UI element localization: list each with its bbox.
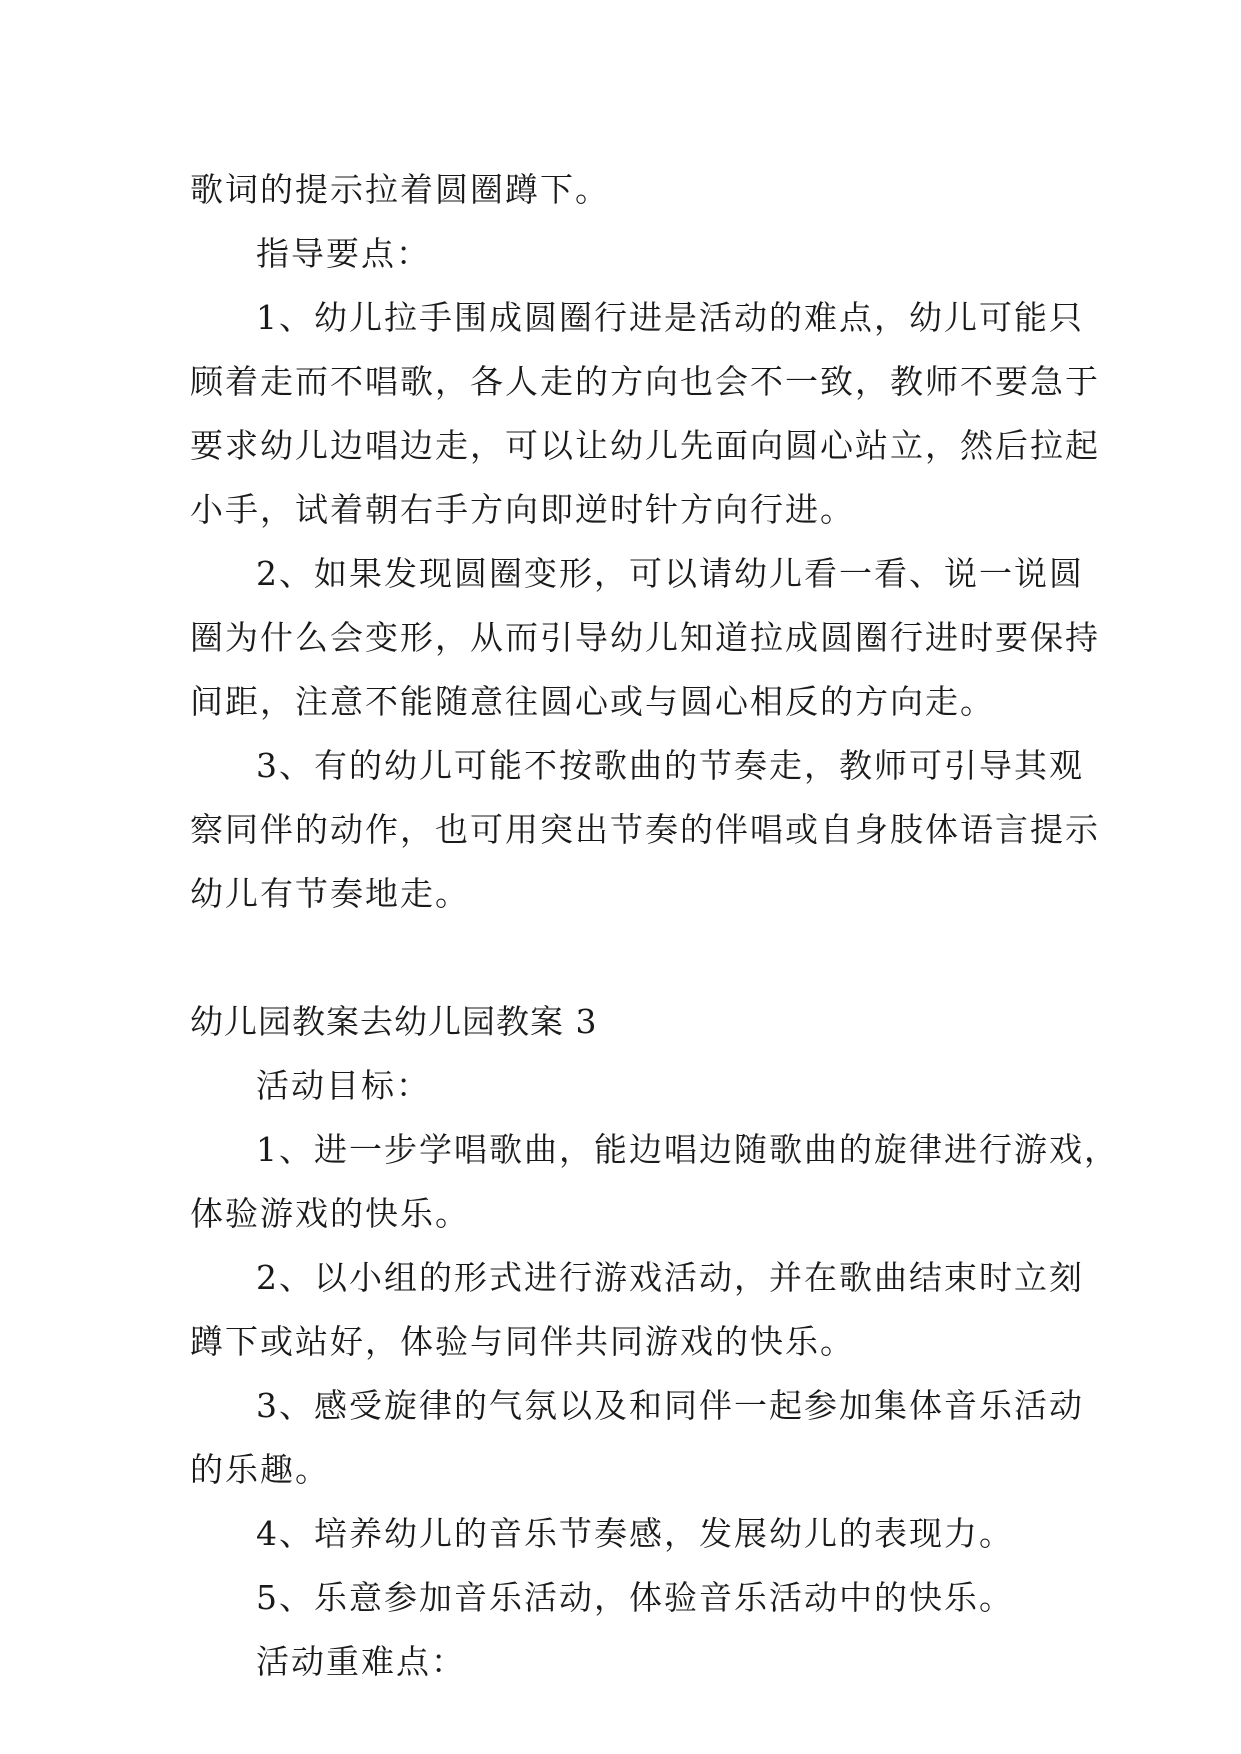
goals-heading: 活动目标： xyxy=(256,1066,431,1105)
paragraph-line: 顾着走而不唱歌，各人走的方向也会不一致，教师不要急于 xyxy=(190,362,1100,401)
guidance-point-1 xyxy=(190,286,1100,542)
paragraph-line: 小手，试着朝右手方向即逆时针方向行进。 xyxy=(190,490,855,529)
goal-1 xyxy=(190,1118,1119,1246)
paragraph-line: 幼儿有节奏地走。 xyxy=(190,874,470,913)
paragraph-line: 1、幼儿拉手围成圆圈行进是活动的难点，幼儿可能只 xyxy=(256,298,1084,337)
paragraph-line: 间距，注意不能随意往圆心或与圆心相反的方向走。 xyxy=(190,682,995,721)
paragraph-line: 要求幼儿边唱边走，可以让幼儿先面向圆心站立，然后拉起 xyxy=(190,426,1100,465)
paragraph-line: 2、如果发现圆圈变形，可以请幼儿看一看、说一说圆 xyxy=(256,554,1084,593)
paragraph-line: 察同伴的动作，也可用突出节奏的伴唱或自身肢体语言提示 xyxy=(190,810,1100,849)
section-title: 幼儿园教案去幼儿园教案 3 xyxy=(190,1002,598,1041)
goal-4: 4、培养幼儿的音乐节奏感，发展幼儿的表现力。 xyxy=(256,1514,1014,1553)
goal-3 xyxy=(190,1374,1084,1502)
section-spacer xyxy=(190,926,1070,990)
guidance-heading: 指导要点： xyxy=(256,234,431,273)
guidance-point-3 xyxy=(190,734,1100,926)
key-points-heading: 活动重难点： xyxy=(256,1642,466,1681)
paragraph-line: 3、有的幼儿可能不按歌曲的节奏走，教师可引导其观 xyxy=(256,746,1084,785)
paragraph-line: 3、感受旋律的气氛以及和同伴一起参加集体音乐活动 xyxy=(256,1386,1084,1425)
continuation-line: 歌词的提示拉着圆圈蹲下。 xyxy=(190,170,610,209)
guidance-point-2 xyxy=(190,542,1100,734)
goal-5: 5、乐意参加音乐活动，体验音乐活动中的快乐。 xyxy=(256,1578,1014,1617)
document-body xyxy=(190,158,1119,1694)
goal-2 xyxy=(190,1246,1084,1374)
paragraph-line: 的乐趣。 xyxy=(190,1450,330,1489)
paragraph-line: 2、以小组的形式进行游戏活动，并在歌曲结束时立刻 xyxy=(256,1258,1084,1297)
paragraph-line: 体验游戏的快乐。 xyxy=(190,1194,470,1233)
paragraph-line: 蹲下或站好，体验与同伴共同游戏的快乐。 xyxy=(190,1322,855,1361)
paragraph-line: 圈为什么会变形，从而引导幼儿知道拉成圆圈行进时要保持 xyxy=(190,618,1100,657)
paragraph-line: 1、进一步学唱歌曲，能边唱边随歌曲的旋律进行游戏， xyxy=(256,1130,1119,1169)
